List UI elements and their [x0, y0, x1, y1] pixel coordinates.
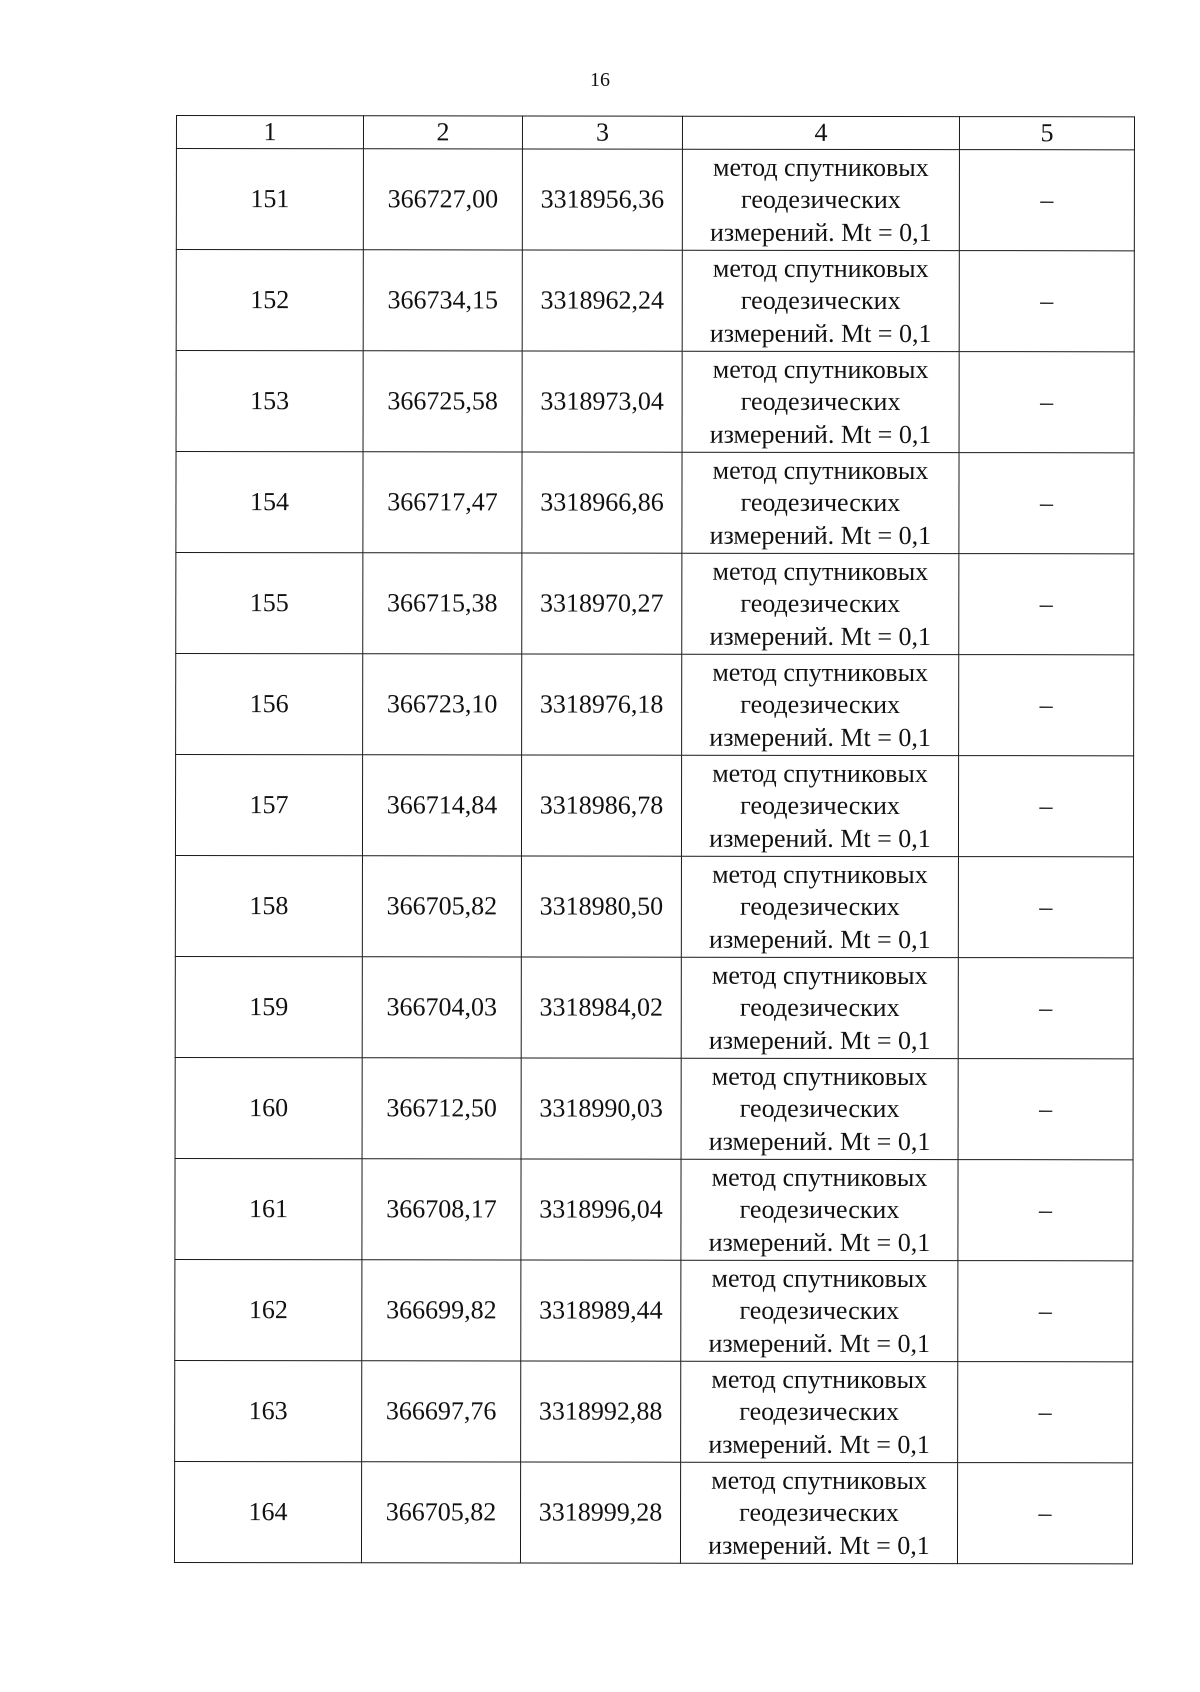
method-line: измерений. Mt = 0,1 — [709, 823, 931, 853]
method-line: метод спутниковых — [712, 556, 929, 586]
table-row — [174, 1461, 1132, 1563]
x-coordinate-cell: 366717,47 — [363, 452, 522, 553]
point-number-cell: 163 — [175, 1360, 362, 1461]
x-coordinate-cell: 366734,15 — [363, 250, 522, 351]
method-line: геодезических — [740, 185, 901, 215]
table-row — [176, 351, 1134, 453]
table-row — [175, 1158, 1133, 1260]
method-cell — [681, 1260, 958, 1361]
x-coordinate-cell: 366714,84 — [362, 755, 521, 856]
method-line: метод спутниковых — [711, 1162, 928, 1192]
y-coordinate-cell: 3318976,18 — [522, 654, 682, 755]
method-line: геодезических — [740, 589, 901, 619]
note-cell: – — [959, 352, 1134, 453]
note-cell: – — [958, 1059, 1133, 1160]
method-line: геодезических — [740, 387, 901, 417]
y-coordinate-cell: 3318990,03 — [521, 1058, 681, 1159]
method-line: геодезических — [740, 690, 901, 720]
method-line: метод спутниковых — [712, 859, 928, 889]
x-coordinate-cell: 366697,76 — [362, 1361, 521, 1462]
method-line: измерений. Mt = 0,1 — [709, 318, 932, 348]
note-cell: – — [958, 958, 1133, 1059]
column-header-2: 2 — [363, 116, 522, 149]
method-line: метод спутниковых — [711, 1465, 927, 1495]
method-line: измерений. Mt = 0,1 — [708, 1227, 931, 1257]
column-header-5: 5 — [959, 117, 1134, 150]
y-coordinate-cell: 3318970,27 — [522, 553, 682, 654]
x-coordinate-cell: 366725,58 — [363, 351, 522, 452]
method-line: геодезических — [740, 286, 901, 316]
method-line: измерений. Mt = 0,1 — [710, 217, 932, 247]
method-line: измерений. Mt = 0,1 — [708, 1530, 930, 1560]
x-coordinate-cell: 366699,82 — [362, 1260, 521, 1361]
note-cell: – — [958, 756, 1133, 857]
column-header-4: 4 — [682, 116, 959, 149]
x-coordinate-cell: 366708,17 — [362, 1159, 521, 1260]
table-row — [175, 1360, 1133, 1462]
y-coordinate-cell: 3318992,88 — [521, 1361, 681, 1462]
y-coordinate-cell: 3318984,02 — [521, 957, 681, 1058]
method-line: метод спутниковых — [712, 657, 929, 687]
note-cell: – — [958, 1362, 1133, 1463]
point-number-cell: 158 — [175, 856, 362, 957]
method-cell — [680, 1462, 957, 1563]
column-header-3: 3 — [522, 116, 682, 149]
y-coordinate-cell: 3318986,78 — [521, 755, 681, 856]
y-coordinate-cell: 3318999,28 — [520, 1462, 680, 1563]
method-line: метод спутниковых — [711, 1061, 928, 1091]
method-line: измерений. Mt = 0,1 — [709, 419, 932, 449]
method-line: геодезических — [739, 993, 900, 1023]
method-line: геодезических — [739, 1498, 899, 1528]
method-line: метод спутниковых — [713, 152, 929, 182]
method-cell — [682, 149, 959, 250]
method-cell — [681, 1058, 958, 1159]
note-cell: – — [958, 1160, 1133, 1261]
point-number-cell: 159 — [175, 956, 362, 1057]
point-number-cell: 160 — [175, 1057, 362, 1158]
point-number-cell: 162 — [175, 1259, 362, 1360]
x-coordinate-cell: 366704,03 — [362, 957, 521, 1058]
table-header-row — [176, 116, 1134, 150]
method-cell — [682, 250, 959, 351]
page-number: 16 — [590, 69, 610, 91]
method-line: измерений. Mt = 0,1 — [708, 1025, 931, 1055]
method-line: геодезических — [740, 791, 900, 821]
point-number-cell: 164 — [174, 1461, 361, 1562]
table-body — [174, 149, 1134, 1564]
method-line: измерений. Mt = 0,1 — [709, 924, 931, 954]
method-line: метод спутниковых — [711, 960, 928, 990]
table-row — [175, 956, 1133, 1058]
method-line: измерений. Mt = 0,1 — [709, 722, 931, 752]
method-line: геодезических — [739, 1094, 900, 1124]
method-line: метод спутниковых — [712, 253, 929, 283]
point-number-cell: 153 — [176, 351, 363, 452]
coordinates-table — [174, 115, 1135, 1564]
method-cell — [682, 654, 959, 755]
point-number-cell: 157 — [175, 755, 362, 856]
y-coordinate-cell: 3318956,36 — [522, 149, 682, 250]
method-line: измерений. Mt = 0,1 — [709, 520, 932, 550]
point-number-cell: 156 — [176, 654, 363, 755]
note-cell: – — [957, 1463, 1132, 1564]
method-line: геодезических — [739, 1296, 900, 1326]
y-coordinate-cell: 3318996,04 — [521, 1159, 681, 1260]
method-line: измерений. Mt = 0,1 — [709, 621, 932, 651]
point-number-cell: 151 — [176, 149, 363, 250]
note-cell: – — [959, 453, 1134, 554]
method-line: метод спутниковых — [712, 758, 928, 788]
table-row — [175, 856, 1133, 958]
method-cell — [681, 1159, 958, 1260]
table-row — [176, 553, 1134, 655]
method-line: измерений. Mt = 0,1 — [708, 1328, 931, 1358]
method-line: метод спутниковых — [712, 354, 929, 384]
y-coordinate-cell: 3318966,86 — [522, 452, 682, 553]
table-row — [175, 755, 1133, 857]
method-line: геодезических — [740, 488, 901, 518]
column-header-1: 1 — [176, 116, 363, 149]
y-coordinate-cell: 3318980,50 — [521, 856, 681, 957]
table-row — [176, 654, 1134, 756]
method-line: метод спутниковых — [711, 1263, 928, 1293]
x-coordinate-cell: 366727,00 — [363, 149, 522, 250]
note-cell: – — [959, 554, 1134, 655]
table-row — [176, 250, 1134, 352]
method-cell — [681, 856, 958, 957]
method-line: геодезических — [739, 1195, 900, 1225]
x-coordinate-cell: 366705,82 — [362, 856, 521, 957]
method-line: измерений. Mt = 0,1 — [708, 1126, 931, 1156]
note-cell: – — [959, 655, 1134, 756]
method-cell — [682, 351, 959, 452]
method-line: метод спутниковых — [712, 455, 929, 485]
method-cell — [682, 452, 959, 553]
point-number-cell: 155 — [176, 553, 363, 654]
x-coordinate-cell: 366712,50 — [362, 1058, 521, 1159]
y-coordinate-cell: 3318962,24 — [522, 250, 682, 351]
x-coordinate-cell: 366723,10 — [363, 654, 522, 755]
method-line: геодезических — [740, 892, 900, 922]
note-cell: – — [958, 1261, 1133, 1362]
table-row — [175, 1057, 1133, 1159]
table-row — [176, 452, 1134, 554]
x-coordinate-cell: 366715,38 — [363, 553, 522, 654]
point-number-cell: 152 — [176, 250, 363, 351]
method-line: измерений. Mt = 0,1 — [708, 1429, 930, 1459]
y-coordinate-cell: 3318989,44 — [521, 1260, 681, 1361]
note-cell: – — [959, 150, 1134, 251]
y-coordinate-cell: 3318973,04 — [522, 351, 682, 452]
method-cell — [681, 957, 958, 1058]
note-cell: – — [958, 857, 1133, 958]
method-cell — [681, 1361, 958, 1462]
table-row — [175, 1259, 1133, 1361]
method-line: геодезических — [739, 1397, 900, 1427]
point-number-cell: 154 — [176, 452, 363, 553]
note-cell: – — [959, 251, 1134, 352]
table-row — [176, 149, 1134, 251]
method-cell — [682, 553, 959, 654]
point-number-cell: 161 — [175, 1158, 362, 1259]
method-cell — [681, 755, 958, 856]
method-line: метод спутниковых — [711, 1364, 928, 1394]
x-coordinate-cell: 366705,82 — [361, 1462, 520, 1563]
